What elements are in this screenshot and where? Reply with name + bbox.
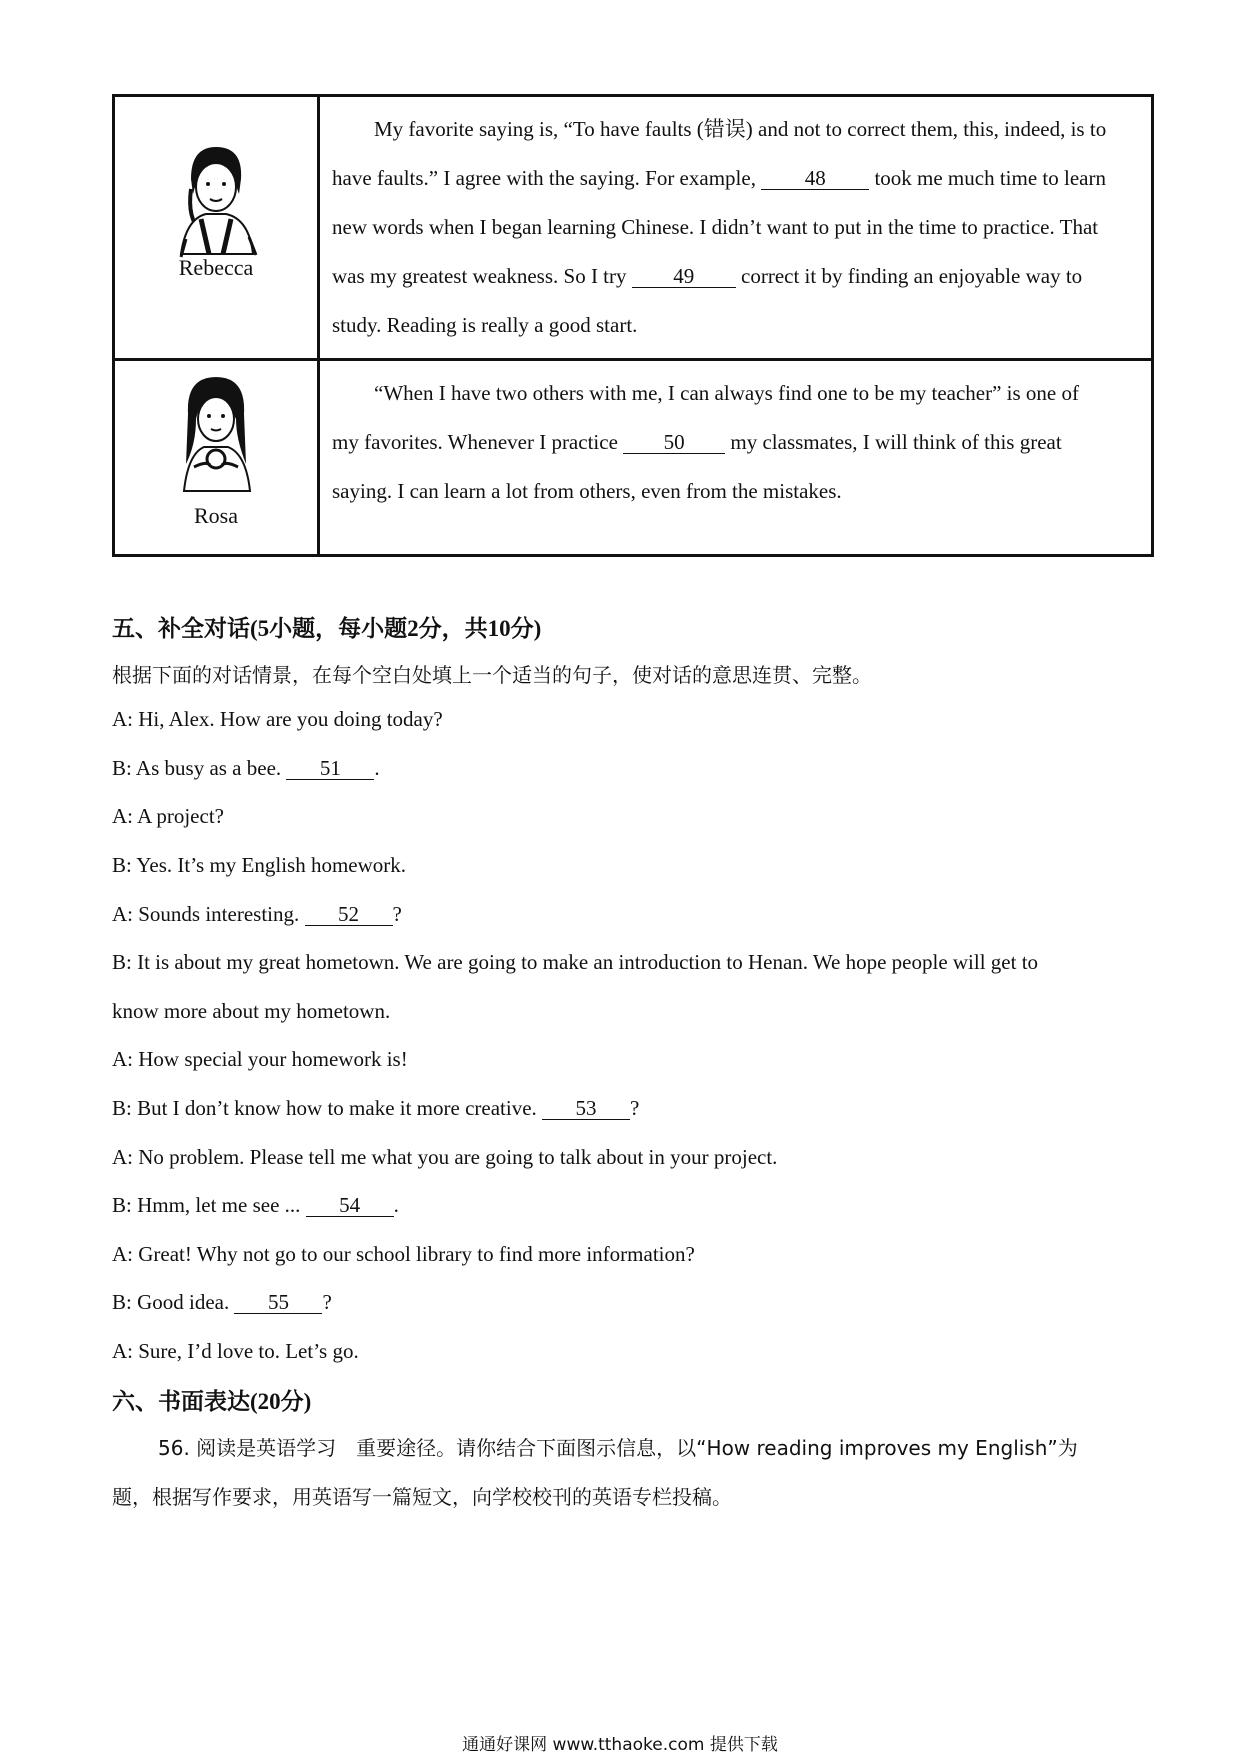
dialogue-line: A: Sure, I’d love to. Let’s go.: [112, 1339, 359, 1363]
text-line: my favorites. Whenever I practice 50 my classmates, I will think of this great: [332, 430, 1062, 454]
table-row: [115, 97, 1151, 361]
saying-text: [320, 361, 1151, 554]
dialogue-line: A: How special your homework is!: [112, 1047, 408, 1071]
table-row: [115, 361, 1151, 554]
dialogue-line: A: A project?: [112, 804, 224, 828]
page-footer: 通通好课网 www.tthaoke.com 提供下载: [462, 1735, 778, 1755]
person-cell: [115, 97, 320, 358]
dialogue-line: A: No problem. Please tell me what you are going to talk about in your project.: [112, 1145, 778, 1169]
sayings-table: [112, 94, 1154, 557]
text-line: “When I have two others with me, I can always find one to be my teacher” is one of: [374, 381, 1079, 405]
blank-48[interactable]: 48: [761, 167, 869, 190]
girl-portrait-icon: [161, 139, 271, 259]
text-line: was my greatest weakness. So I try 49 correct it by finding an enjoyable way to: [332, 264, 1083, 288]
girl-portrait-icon: [166, 369, 266, 494]
person-name: Rebecca: [178, 255, 254, 280]
text-line: My favorite saying is, “To have faults (错误) and not to correct them, this, indeed, is to: [374, 117, 1107, 141]
section-instruction: 根据下面的对话情景，在每个空白处填上一个适当的句子，使对话的意思连贯、完整。: [112, 663, 872, 687]
blank-50[interactable]: 50: [623, 431, 725, 454]
dialogue-line: A: Hi, Alex. How are you doing today?: [112, 707, 443, 731]
blank-51[interactable]: 51: [286, 757, 374, 780]
blank-55[interactable]: 55: [234, 1291, 322, 1314]
dialogue-line: B: Yes. It’s my English homework.: [112, 853, 407, 877]
dialogue-line: know more about my hometown.: [112, 999, 391, 1023]
blank-52[interactable]: 52: [305, 903, 393, 926]
dialogue-line: A: Sounds interesting. 52 ?: [112, 902, 402, 926]
text-line: new words when I began learning Chinese. I didn’t want to put in the time to practice. That: [332, 215, 1099, 239]
text-line: saying. I can learn a lot from others, even from the mistakes.: [332, 479, 842, 503]
person-name: Rosa: [194, 503, 238, 528]
blank-49[interactable]: 49: [632, 265, 736, 288]
section-heading: 六、书面表达(20分): [112, 1389, 312, 1414]
text-line: have faults.” I agree with the saying. For example, 48 took me much time to learn: [332, 166, 1106, 190]
writing-prompt: 56. 阅读是英语学习 重要途径。请你结合下面图示信息，以“How reading improves my English”为: [158, 1436, 1078, 1460]
dialogue-line: A: Great! Why not go to our school library to find more information?: [112, 1242, 695, 1266]
dialogue-line: B: Hmm, let me see ... 54 .: [112, 1193, 399, 1217]
blank-53[interactable]: 53: [542, 1097, 630, 1120]
dialogue-line: B: Good idea. 55 ?: [112, 1290, 332, 1314]
writing-prompt: 题，根据写作要求，用英语写一篇短文，向学校校刊的英语专栏投稿。: [112, 1485, 732, 1509]
blank-54[interactable]: 54: [306, 1194, 394, 1217]
dialogue-line: B: But I don’t know how to make it more creative. 53 ?: [112, 1096, 640, 1120]
text-line: study. Reading is really a good start.: [332, 313, 638, 337]
section-heading: 五、补全对话(5小题，每小题2分，共10分): [112, 616, 542, 641]
person-cell: [115, 361, 320, 554]
dialogue-line: B: It is about my great hometown. We are going to make an introduction to Henan. We hope people will get to: [112, 950, 1039, 974]
saying-text: [320, 97, 1151, 358]
dialogue-line: B: As busy as a bee. 51 .: [112, 756, 380, 780]
